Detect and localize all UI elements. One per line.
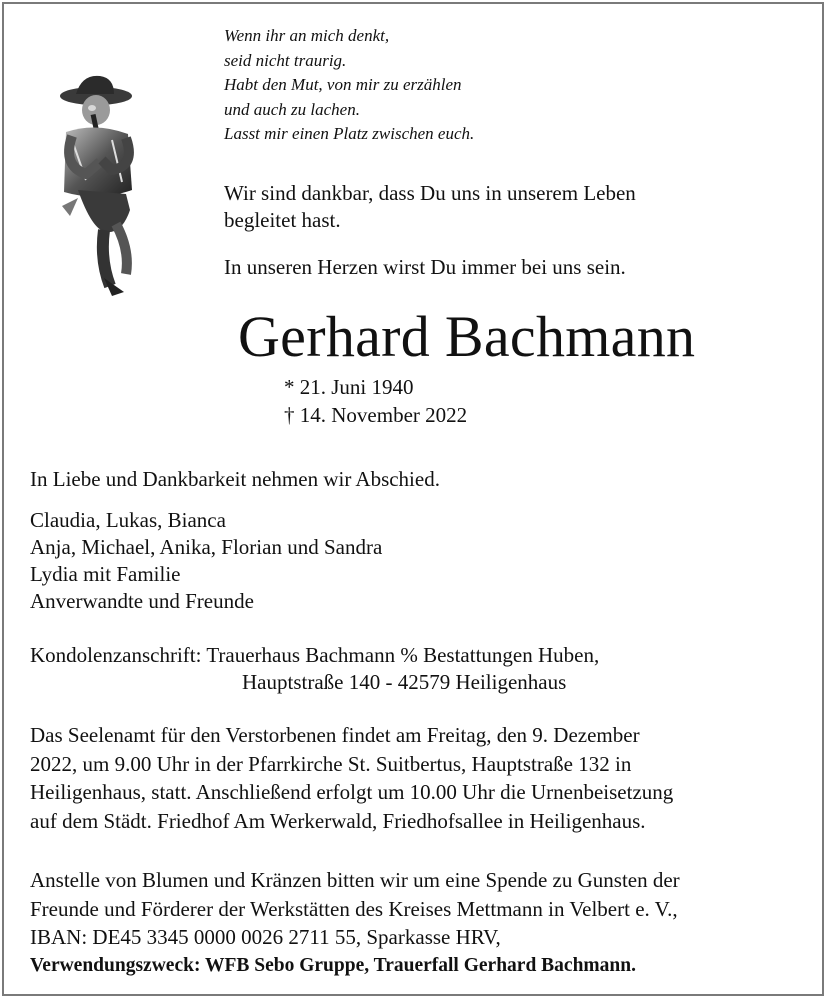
poem-line: Lasst mir einen Platz zwischen euch. <box>224 124 475 143</box>
mourner-line: Anja, Michael, Anika, Florian und Sandra <box>30 535 383 559</box>
mourner-line: Anverwandte und Freunde <box>30 589 254 613</box>
donation-line: IBAN: DE45 3345 0000 0026 2711 55, Sparkasse HRV, <box>30 925 501 949</box>
farewell-text: In Liebe und Dankbarkeit nehmen wir Abschied. <box>30 467 440 491</box>
poem-line: Wenn ihr an mich denkt, <box>224 26 390 45</box>
mourners-list <box>30 507 382 615</box>
poem-line: seid nicht traurig. <box>224 50 347 70</box>
condolence-line-2: Hauptstraße 140 - 42579 Heiligenhaus <box>242 670 567 694</box>
hearts-text: In unseren Herzen wirst Du immer bei uns sein. <box>224 255 626 279</box>
condolence-address <box>30 642 599 696</box>
donation-text <box>30 866 820 980</box>
service-line: 2022, um 9.00 Uhr in der Pfarrkirche St. Suitbertus, Hauptstraße 132 in <box>30 751 632 776</box>
service-line: Das Seelenamt für den Verstorbenen findet am Freitag, den 9. Dezember <box>30 723 640 747</box>
flute-player-statue-icon <box>52 70 148 298</box>
thanks-text <box>224 180 636 234</box>
condolence-line-1: Kondolenzanschrift: Trauerhaus Bachmann % Bestattungen Huben, <box>30 643 600 667</box>
birth-date: * 21. Juni 1940 <box>284 375 414 399</box>
donation-purpose: Verwendungszweck: WFB Sebo Gruppe, Trauerfall Gerhard Bachmann. <box>30 954 636 976</box>
service-line: auf dem Städt. Friedhof Am Werkerwald, Friedhofsallee in Heiligenhaus. <box>30 808 646 833</box>
poem-line: und auch zu lachen. <box>224 99 360 119</box>
donation-line: Freunde und Förderer der Werkstätten des Kreises Mettmann in Velbert e. V., <box>30 896 678 921</box>
life-dates <box>284 373 467 429</box>
death-date: † 14. November 2022 <box>284 403 468 427</box>
poem-line: Habt den Mut, von mir zu erzählen <box>224 75 462 94</box>
deceased-name: Gerhard Bachmann <box>238 304 696 369</box>
donation-line: Anstelle von Blumen und Kränzen bitten wir um eine Spende zu Gunsten der <box>30 868 680 892</box>
service-line: Heiligenhaus, statt. Anschließend erfolgt um 10.00 Uhr die Urnenbeisetzung <box>30 780 674 804</box>
poem <box>224 24 474 147</box>
thanks-line: Wir sind dankbar, dass Du uns in unserem Leben <box>224 181 636 205</box>
thanks-line: begleitet hast. <box>224 208 341 232</box>
mourner-line: Claudia, Lukas, Bianca <box>30 508 226 532</box>
mourner-line: Lydia mit Familie <box>30 562 181 586</box>
service-text <box>30 721 810 835</box>
